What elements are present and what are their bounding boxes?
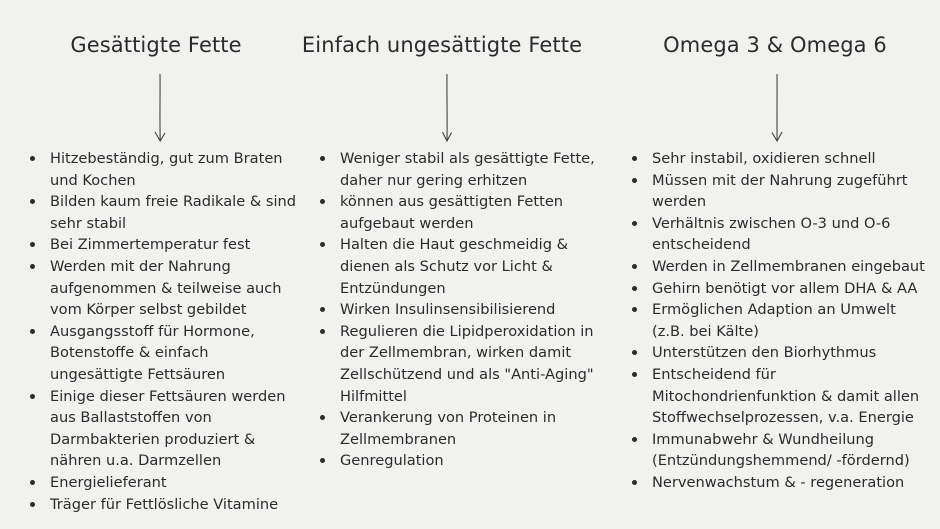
list-item: Immunabwehr & Wundheilung (Entzündungshemmend/ -fördernd) bbox=[632, 429, 932, 472]
list-item: Einige dieser Fettsäuren werden aus Ballaststoffen von Darmbakterien produziert & nähren u.a. Darmzellen bbox=[30, 386, 300, 472]
list-item: Wirken Insulinsensibilisierend bbox=[320, 299, 595, 321]
heading-saturated-fats: Gesättigte Fette bbox=[70, 33, 242, 57]
list-item: Unterstützen den Biorhythmus bbox=[632, 342, 932, 364]
list-item: Ermöglichen Adaption an Umwelt (z.B. bei Kälte) bbox=[632, 299, 932, 342]
list-item: Genregulation bbox=[320, 450, 595, 472]
list-item: können aus gesättigten Fetten aufgebaut werden bbox=[320, 191, 595, 234]
list-item: Verankerung von Proteinen in Zellmembranen bbox=[320, 407, 595, 450]
omega-fats-list bbox=[632, 148, 932, 494]
list-item: Gehirn benötigt vor allem DHA & AA bbox=[632, 278, 932, 300]
list-item: Bei Zimmertemperatur fest bbox=[30, 234, 300, 256]
list-item: Werden in Zellmembranen eingebaut bbox=[632, 256, 932, 278]
list-item: Entscheidend für Mitochondrienfunktion & damit allen Stoffwechselprozessen, v.a. Energie bbox=[632, 364, 932, 429]
heading-monounsaturated-fats: Einfach ungesättigte Fette bbox=[301, 33, 583, 57]
list-item: Bilden kaum freie Radikale & sind sehr stabil bbox=[30, 191, 300, 234]
saturated-fats-list bbox=[30, 148, 300, 515]
down-arrow-icon bbox=[769, 72, 785, 144]
list-item: Hitzebeständig, gut zum Braten und Kochen bbox=[30, 148, 300, 191]
list-item: Sehr instabil, oxidieren schnell bbox=[632, 148, 932, 170]
list-item: Regulieren die Lipidperoxidation in der Zellmembran, wirken damit Zellschützend und als "Anti-Aging" Hilfmittel bbox=[320, 321, 595, 407]
list-item: Verhältnis zwischen O-3 und O-6 entscheidend bbox=[632, 213, 932, 256]
heading-omega-fats: Omega 3 & Omega 6 bbox=[663, 33, 887, 57]
list-item: Weniger stabil als gesättigte Fette, daher nur gering erhitzen bbox=[320, 148, 595, 191]
list-item: Nervenwachstum & - regeneration bbox=[632, 472, 932, 494]
list-item: Träger für Fettlösliche Vitamine bbox=[30, 494, 300, 516]
down-arrow-icon bbox=[439, 72, 455, 144]
list-item: Ausgangsstoff für Hormone, Botenstoffe & einfach ungesättigte Fettsäuren bbox=[30, 321, 300, 386]
list-item: Müssen mit der Nahrung zugeführt werden bbox=[632, 170, 932, 213]
down-arrow-icon bbox=[152, 72, 168, 144]
monounsaturated-fats-list bbox=[320, 148, 595, 472]
list-item: Werden mit der Nahrung aufgenommen & teilweise auch vom Körper selbst gebildet bbox=[30, 256, 300, 321]
list-item: Halten die Haut geschmeidig & dienen als Schutz vor Licht & Entzündungen bbox=[320, 234, 595, 299]
list-item: Energielieferant bbox=[30, 472, 300, 494]
